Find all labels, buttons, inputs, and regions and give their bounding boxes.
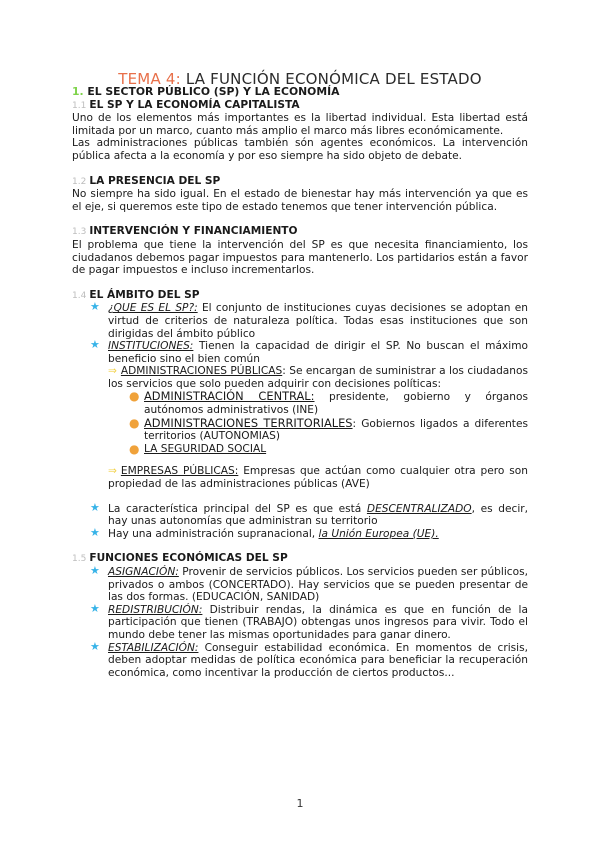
section-1-1-number: 1.1 [72,100,87,111]
arrow-icon: ⇒ [108,365,117,378]
list-item [72,500,528,528]
term-text: Tienen la capacidad de dirigir el SP. No buscan el máximo beneficio sino el bien común [108,340,528,365]
paragraph: Uno de los elementos más importantes es la libertad individual. Esta libertad está limitada por un marco, cuanto más amplio el marco más libres económicamente. [72,112,528,137]
sub-item [72,365,528,390]
list-item [72,525,528,541]
term-text: Distribuir rendas, la dinámica es que en función de la participación que tienen (TRABAJO) obtengas unos ingresos para vivir. Todo el mundo debe tener las mismas oportunidades para ganar dinero. [108,603,528,641]
term-text: presidente, gobierno y órganos autónomos administrativos (INE) [144,391,528,417]
term-label: ADMINISTRACIONES TERRITORIALES [144,415,353,430]
paragraph: Las administraciones públicas también són agentes económicos. La intervención pública afecta a la economía y por eso siempre ha sido objeto de debate. [72,137,528,162]
item-text-rest: , es decir, hay unas autonomías que administran su territorio [108,502,528,528]
section-1-4-title: EL ÁMBITO DEL SP [89,288,200,301]
sub-item [72,465,528,490]
bullet-item [72,443,528,456]
section-1-number: 1. [72,85,84,98]
section-1-3-heading [72,225,528,239]
section-1-5-title: FUNCIONES ECONÓMICAS DEL SP [89,552,288,565]
term-label: EMPRESAS PÚBLICAS: [120,465,239,478]
bullet-item [72,390,528,416]
item-text: La característica principal del SP es que está [108,502,367,515]
term-label: ASIGNACIÓN: [108,566,179,578]
list-item [72,639,528,680]
list-item [72,340,528,365]
dot-icon: ● [129,415,140,430]
item-text: Hay una administración supranacional, [108,527,319,540]
term-label: ADMINISTRACIONES PÚBLICAS [120,365,283,378]
star-icon: ★ [90,564,100,577]
document-body [72,86,528,679]
section-1-5-number: 1.5 [72,554,87,565]
term-label: REDISTRIBUCIÓN: [108,603,203,616]
section-1-2-heading [72,175,528,189]
star-icon: ★ [90,300,100,314]
section-1-3-title: INTERVENCIÓN Y FINANCIAMIENTO [89,225,298,238]
list-item [72,566,528,604]
paragraph: No siempre ha sido igual. En el estado de bienestar hay más intervención ya que es el eje, si queremos este tipo de estado tenemos que tener intervención pública. [72,188,528,213]
star-icon: ★ [90,601,100,615]
star-icon: ★ [90,525,100,539]
section-1-4-number: 1.4 [72,290,87,301]
section-1-heading [72,86,528,99]
term-label: ESTABILIZACIÓN: [108,641,199,654]
section-1-2-number: 1.2 [72,176,87,187]
star-icon: ★ [90,338,100,352]
section-1-3-number: 1.3 [72,227,87,238]
page-number: 1 [296,797,304,810]
list-item [72,302,528,340]
dot-icon: ● [129,441,140,456]
list-item [72,601,528,642]
term-text: : Gobiernos ligados a diferentes territorios (AUTONOMIAS) [144,417,528,443]
term-text: Provenir de servicios públicos. Los servicios pueden ser públicos, privados o ambos (CONCERTADO). Hay servicios que se pueden presentar de las dos formas. (EDUCACIÓN, SANIDAD) [108,566,528,604]
section-1-5-heading [72,552,528,566]
term-label: LA SEGURIDAD SOCIAL [144,442,267,455]
term-label: INSTITUCIONES: [108,340,194,353]
section-1-1-heading [72,99,528,113]
term-label: la Unión Europea (UE). [318,527,439,540]
title-text: LA FUNCIÓN ECONÓMICA DEL ESTADO [180,70,482,88]
section-1-4-heading [72,289,528,303]
star-icon: ★ [90,639,100,653]
paragraph: El problema que tiene la intervención del SP es que necesita financiamiento, los ciudadanos debemos pagar impuestos para mantenerlo. Los partidarios están a favor de pagar impuestos e incluso incrementarlos. [72,238,528,277]
term-text: : Se encargan de suministrar a los ciudadanos los servicios que solo pueden adquirir con decisiones políticas: [108,365,528,390]
arrow-icon: ⇒ [108,465,117,478]
term-text: El conjunto de instituciones cuyas decisiones se adoptan en virtud de criterios de naturaleza política. Todas esas instituciones que son dirigidas del ámbito público [108,302,528,340]
section-1-title: EL SECTOR PÚBLICO (SP) Y LA ECONOMÍA [83,85,340,98]
bullet-item [72,417,528,443]
star-icon: ★ [90,500,100,514]
section-1-1-title: EL SP Y LA ECONOMÍA CAPITALISTA [89,98,300,111]
term-text: Conseguir estabilidad económica. En momentos de crisis, deben adoptar medidas de política económica para beneficiar la recuperación económica, como incentivar la producción de ciertos productos... [108,641,528,679]
dot-icon: ● [129,389,140,404]
section-1-2-title: LA PRESENCIA DEL SP [89,174,221,187]
title-accent: TEMA 4: [118,70,181,88]
term-label: ADMINISTRACIÓN CENTRAL: [144,389,315,404]
term-label: ¿QUE ES EL SP?: [108,302,198,315]
term-label: DESCENTRALIZADO [366,502,472,515]
term-text: Empresas que actúan como cualquier otra pero son propiedad de las administraciones públicas (AVE) [108,465,528,491]
